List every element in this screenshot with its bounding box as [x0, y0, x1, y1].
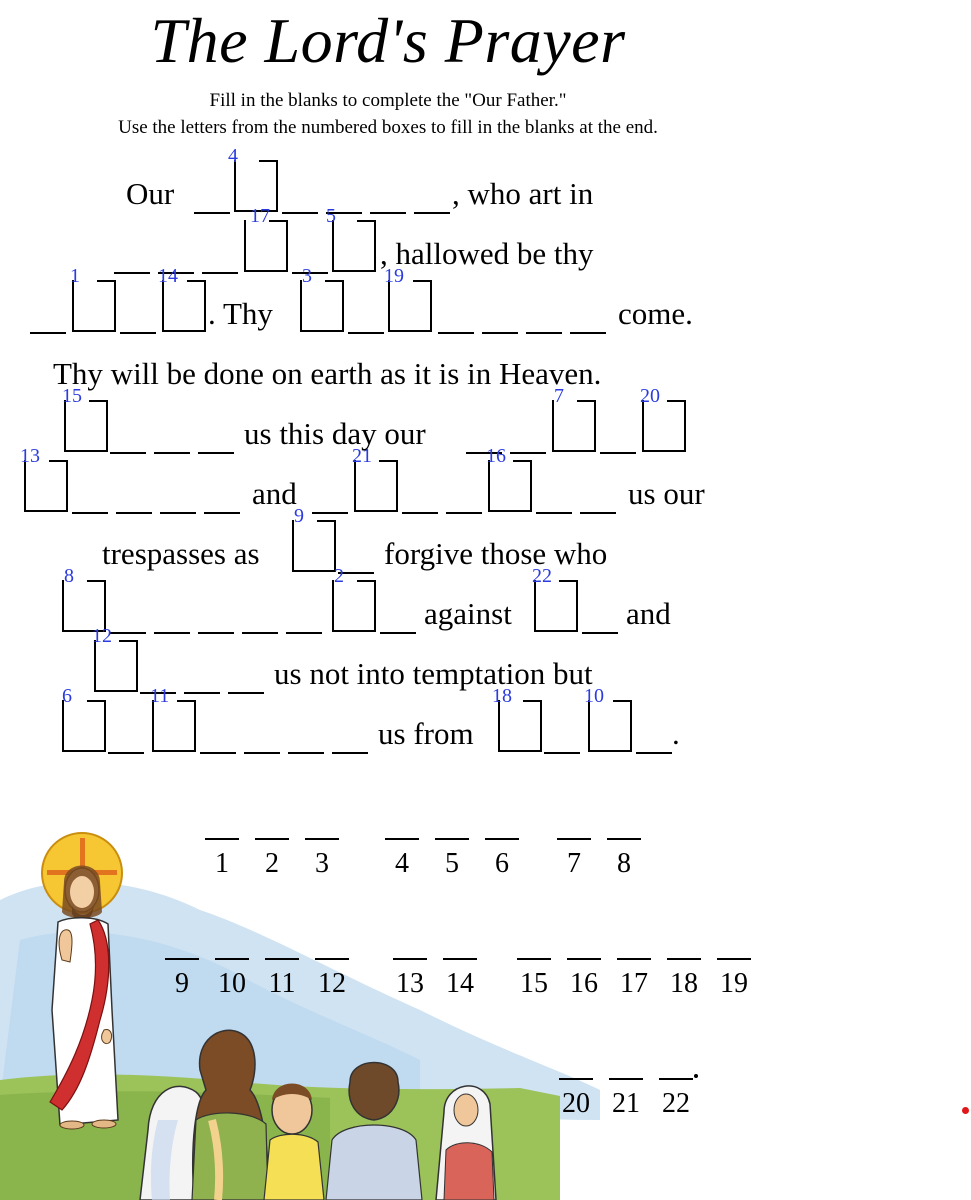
letter-blank[interactable] — [160, 491, 196, 514]
letter-blank[interactable] — [120, 311, 156, 334]
box-number: 19 — [384, 265, 404, 287]
numbered-letter-box[interactable] — [158, 265, 204, 332]
letter-blank[interactable] — [526, 311, 562, 334]
letter-blank[interactable] — [636, 731, 672, 754]
answer-slot-number: 20 — [562, 1088, 590, 1119]
box-number: 9 — [294, 505, 304, 527]
numbered-letter-box[interactable] — [532, 565, 576, 632]
answer-slot-number: 14 — [446, 968, 474, 999]
prayer-line-8 — [0, 565, 776, 640]
answer-slot[interactable] — [442, 958, 478, 1000]
prayer-line-10 — [0, 685, 776, 760]
answer-slot-number: 1 — [215, 848, 229, 879]
answer-slot[interactable] — [558, 1078, 594, 1120]
jesus-teaching-illustration — [0, 820, 760, 1200]
letter-blank[interactable] — [402, 491, 438, 514]
prayer-text: , who art in — [452, 176, 594, 211]
instruction-line-1: Fill in the blanks to complete the "Our Father." — [209, 90, 567, 111]
numbered-letter-box[interactable] — [92, 625, 136, 692]
answer-slot[interactable] — [214, 958, 250, 1000]
numbered-letter-box[interactable] — [70, 265, 114, 332]
numbered-letter-box[interactable] — [62, 385, 106, 452]
answer-slot-number: 12 — [318, 968, 346, 999]
numbered-letter-box[interactable] — [332, 565, 374, 632]
answer-slot[interactable] — [392, 958, 428, 1000]
numbered-letter-box[interactable] — [62, 685, 104, 752]
letter-blank[interactable] — [194, 191, 230, 214]
final-period — [694, 1074, 698, 1078]
prayer-line-7 — [0, 505, 776, 580]
prayer-line-3 — [0, 265, 776, 340]
prayer-text: us not into temptation but — [274, 656, 593, 691]
answer-slot-number: 2 — [265, 848, 279, 879]
box-number: 13 — [20, 445, 40, 467]
answer-slot-number: 18 — [670, 968, 698, 999]
answer-slot-number: 7 — [567, 848, 581, 879]
letter-blank[interactable] — [198, 611, 234, 634]
box-number: 15 — [62, 385, 82, 407]
box-number: 5 — [326, 205, 336, 227]
letter-blank[interactable] — [446, 491, 482, 514]
box-number: 6 — [62, 685, 72, 707]
answer-slot[interactable] — [716, 958, 752, 1000]
answer-slot[interactable] — [608, 1078, 644, 1120]
instruction-line-2: Use the letters from the numbered boxes to fill in the blanks at the end. — [118, 117, 658, 138]
answer-slot[interactable] — [616, 958, 652, 1000]
answer-slot[interactable] — [606, 838, 642, 880]
prayer-text: come. — [618, 296, 693, 331]
letter-blank[interactable] — [184, 671, 220, 694]
box-number: 12 — [92, 625, 112, 647]
answer-slot-number: 16 — [570, 968, 598, 999]
prayer-text: , hallowed be thy — [380, 236, 594, 271]
answer-slot-number: 11 — [268, 968, 296, 999]
numbered-letter-box[interactable] — [352, 445, 396, 512]
answer-slot-number: 3 — [315, 848, 329, 879]
answer-slot[interactable] — [484, 838, 520, 880]
letter-blank[interactable] — [242, 611, 278, 634]
answer-slot[interactable] — [204, 838, 240, 880]
answer-slot-number: 13 — [396, 968, 424, 999]
letter-blank[interactable] — [414, 191, 450, 214]
answer-slot-number: 17 — [620, 968, 648, 999]
letter-blank[interactable] — [286, 611, 322, 634]
answer-slot[interactable] — [516, 958, 552, 1000]
letter-blank[interactable] — [244, 731, 280, 754]
prayer-line-1 — [0, 145, 776, 220]
letter-blank[interactable] — [482, 311, 518, 334]
answer-slot[interactable] — [566, 958, 602, 1000]
answer-slot[interactable] — [556, 838, 592, 880]
answer-slot-number: 10 — [218, 968, 246, 999]
answer-slot[interactable] — [164, 958, 200, 1000]
answer-slot-number: 9 — [175, 968, 189, 999]
box-number: 7 — [554, 385, 564, 407]
letter-blank[interactable] — [570, 311, 606, 334]
answer-slot-number: 21 — [612, 1088, 640, 1119]
letter-blank[interactable] — [110, 611, 146, 634]
letter-blank[interactable] — [72, 491, 108, 514]
letter-blank[interactable] — [582, 611, 618, 634]
numbered-letter-box[interactable] — [326, 205, 374, 272]
numbered-letter-box[interactable] — [584, 685, 630, 752]
answer-slot[interactable] — [658, 1078, 694, 1120]
answer-slot[interactable] — [384, 838, 420, 880]
letter-blank[interactable] — [510, 431, 546, 454]
numbered-letter-box[interactable] — [244, 205, 286, 272]
numbered-letter-box[interactable] — [486, 445, 530, 512]
numbered-letter-box[interactable] — [300, 265, 342, 332]
letter-blank[interactable] — [154, 431, 190, 454]
prayer-text: Our — [126, 176, 175, 211]
letter-blank[interactable] — [332, 731, 368, 754]
box-number: 10 — [584, 685, 604, 707]
answer-slot[interactable] — [254, 838, 290, 880]
letter-blank[interactable] — [600, 431, 636, 454]
prayer-text: against — [424, 596, 512, 631]
answer-slot[interactable] — [304, 838, 340, 880]
letter-blank[interactable] — [544, 731, 580, 754]
numbered-letter-box[interactable] — [20, 445, 66, 512]
answer-slot-number: 8 — [617, 848, 631, 879]
letter-blank[interactable] — [110, 431, 146, 454]
prayer-text: trespasses as — [102, 536, 260, 571]
box-number: 8 — [64, 565, 74, 587]
prayer-text: and — [626, 596, 671, 631]
letter-blank[interactable] — [114, 251, 150, 274]
box-number: 11 — [150, 685, 170, 707]
letter-blank[interactable] — [202, 251, 238, 274]
letter-blank[interactable] — [348, 311, 384, 334]
answer-slot-number: 15 — [520, 968, 548, 999]
prayer-text: Thy will be done on earth as it is in Heaven. — [53, 356, 602, 391]
letter-blank[interactable] — [288, 731, 324, 754]
answer-slot-number: 19 — [720, 968, 748, 999]
letter-blank[interactable] — [312, 491, 348, 514]
letter-blank[interactable] — [536, 491, 572, 514]
prayer-text: and — [252, 476, 297, 511]
prayer-text: forgive those who — [384, 536, 608, 571]
numbered-letter-box[interactable] — [150, 685, 194, 752]
prayer-text: us from — [378, 716, 474, 751]
prayer-line-6 — [0, 445, 776, 520]
answer-slot-number: 22 — [662, 1088, 690, 1119]
letter-blank[interactable] — [380, 611, 416, 634]
prayer-text: us this day our — [244, 416, 426, 451]
answer-slot-number: 5 — [445, 848, 459, 879]
page-title: The Lord's Prayer — [150, 5, 626, 76]
box-number: 22 — [532, 565, 552, 587]
answer-slot-number: 6 — [495, 848, 509, 879]
answer-slot[interactable] — [314, 958, 350, 1000]
prayer-line-9 — [0, 625, 776, 700]
letter-blank[interactable] — [282, 191, 318, 214]
numbered-letter-box[interactable] — [292, 505, 334, 572]
box-number: 4 — [228, 145, 238, 167]
box-number: 14 — [158, 265, 178, 287]
letter-blank[interactable] — [370, 191, 406, 214]
box-number: 20 — [640, 385, 660, 407]
numbered-letter-box[interactable] — [492, 685, 540, 752]
answer-slot[interactable] — [264, 958, 300, 1000]
answer-slot[interactable] — [434, 838, 470, 880]
letter-blank[interactable] — [228, 671, 264, 694]
letter-blank[interactable] — [116, 491, 152, 514]
box-number: 1 — [70, 265, 80, 287]
letter-blank[interactable] — [154, 611, 190, 634]
numbered-letter-box[interactable] — [552, 385, 594, 452]
letter-blank[interactable] — [204, 491, 240, 514]
letter-blank[interactable] — [438, 311, 474, 334]
box-number: 2 — [334, 565, 344, 587]
box-number: 21 — [352, 445, 372, 467]
answer-slot[interactable] — [666, 958, 702, 1000]
letter-blank[interactable] — [30, 311, 66, 334]
letter-blank[interactable] — [580, 491, 616, 514]
letter-blank[interactable] — [108, 731, 144, 754]
box-number: 16 — [486, 445, 506, 467]
numbered-letter-box[interactable] — [384, 265, 430, 332]
prayer-text: . — [672, 716, 680, 751]
letter-blank[interactable] — [198, 431, 234, 454]
prayer-text: . Thy — [208, 296, 273, 331]
prayer-text: us our — [628, 476, 705, 511]
box-number: 18 — [492, 685, 512, 707]
numbered-letter-box[interactable] — [640, 385, 684, 452]
prayer-line-5 — [0, 385, 776, 460]
red-marker-dot — [962, 1107, 969, 1114]
answer-slot-number: 4 — [395, 848, 409, 879]
letter-blank[interactable] — [200, 731, 236, 754]
box-number: 17 — [250, 205, 270, 227]
box-number: 3 — [302, 265, 312, 287]
